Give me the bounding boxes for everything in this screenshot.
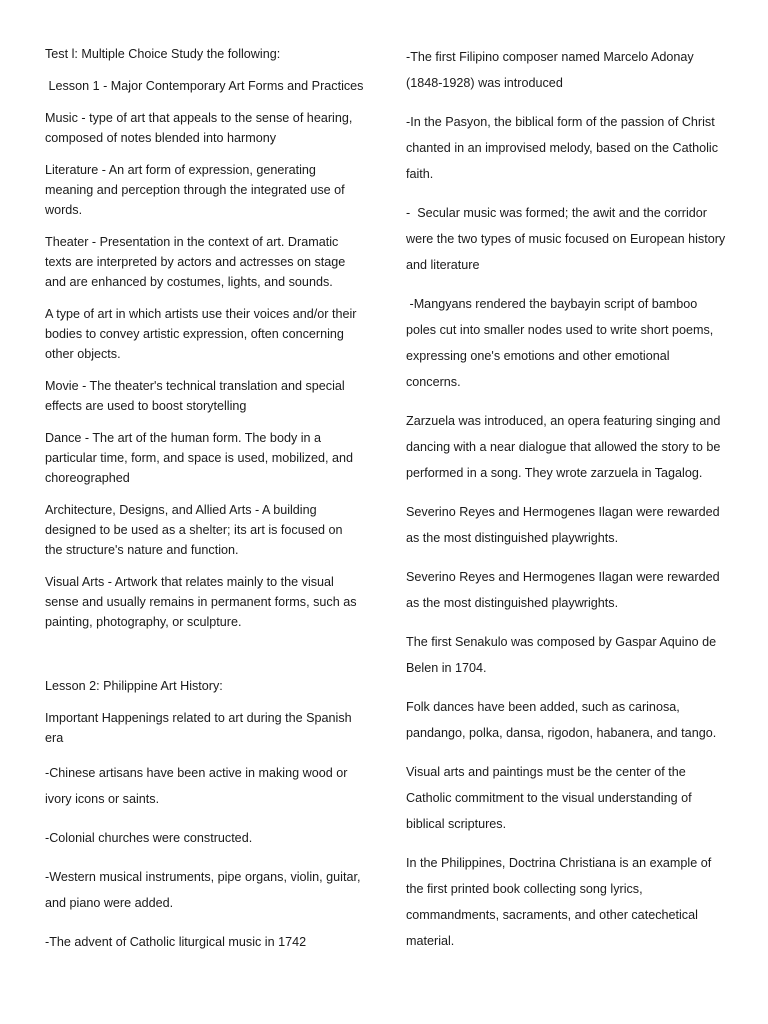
history-item: Severino Reyes and Hermogenes Ilagan were rewarded as the most distinguished playwrights.: [406, 505, 720, 545]
art-form-movie: Movie - The theater's technical translation and special effects are used to boost storytelling: [45, 379, 345, 413]
art-form-music: Music - type of art that appeals to the sense of hearing, composed of notes blended into harmony: [45, 111, 353, 145]
spanish-era-heading: Important Happenings related to art during the Spanish era: [45, 711, 352, 745]
history-item: The first Senakulo was composed by Gaspar Aquino de Belen in 1704.: [406, 635, 717, 675]
left-column: [45, 44, 363, 968]
lesson2-heading: Lesson 2: Philippine Art History:: [45, 679, 223, 693]
history-item: Visual arts and paintings must be the center of the Catholic commitment to the visual understanding of biblical scriptures.: [406, 765, 692, 831]
history-item: In the Philippines, Doctrina Christiana is an example of the first printed book collecting song lyrics, commandments, sacraments, and other catechetical material.: [406, 856, 712, 948]
test-heading: Test l: Multiple Choice Study the following:: [45, 47, 281, 61]
spanish-era-item: -The advent of Catholic liturgical music in 1742: [45, 935, 307, 949]
art-form-dance: Dance - The art of the human form. The body in a particular time, form, and space is used, mobilized, and choreographed: [45, 431, 353, 485]
art-form-visual-arts: Visual Arts - Artwork that relates mainly to the visual sense and usually remains in permanent forms, such as painting, photography, or sculpture.: [45, 575, 357, 629]
history-item: -The first Filipino composer named Marcelo Adonay (1848-1928) was introduced: [406, 50, 694, 90]
art-form-theater: Theater - Presentation in the context of art. Dramatic texts are interpreted by actors and actresses on stage and are enhanced by costumes, lights, and sounds.: [45, 235, 346, 289]
history-item: -In the Pasyon, the biblical form of the passion of Christ chanted in an improvised melody, based on the Catholic faith.: [406, 115, 718, 181]
history-item: Severino Reyes and Hermogenes Ilagan were rewarded as the most distinguished playwrights.: [406, 570, 720, 610]
spanish-era-item: -Western musical instruments, pipe organs, violin, guitar, and piano were added.: [45, 870, 361, 910]
history-item: -Mangyans rendered the baybayin script of bamboo poles cut into smaller nodes used to write short poems, expressing one's emotions and other emotional concerns.: [406, 297, 717, 389]
spanish-era-item: -Colonial churches were constructed.: [45, 831, 253, 845]
history-item: - Secular music was formed; the awit and the corridor were the two types of music focused on European history and literature: [406, 206, 729, 272]
art-form-architecture: Architecture, Designs, and Allied Arts - A building designed to be used as a shelter; its art is focused on the structure's nature and function.: [45, 503, 343, 557]
lesson1-heading: Lesson 1 - Major Contemporary Art Forms and Practices: [45, 79, 364, 93]
spanish-era-item: -Chinese artisans have been active in making wood or ivory icons or saints.: [45, 766, 348, 806]
history-item: Folk dances have been added, such as carinosa, pandango, polka, dansa, rigodon, habanera, and tango.: [406, 700, 717, 740]
section-spacer: [45, 644, 363, 676]
art-form-performance: A type of art in which artists use their voices and/or their bodies to convey artistic expression, often concerning other objects.: [45, 307, 357, 361]
history-item: Zarzuela was introduced, an opera featuring singing and dancing with a near dialogue that allowed the story to be performed in a song. They wrote zarzuela in Tagalog.: [406, 414, 721, 480]
art-form-literature: Literature - An art form of expression, generating meaning and perception through the integrated use of words.: [45, 163, 345, 217]
right-column: [406, 44, 729, 967]
